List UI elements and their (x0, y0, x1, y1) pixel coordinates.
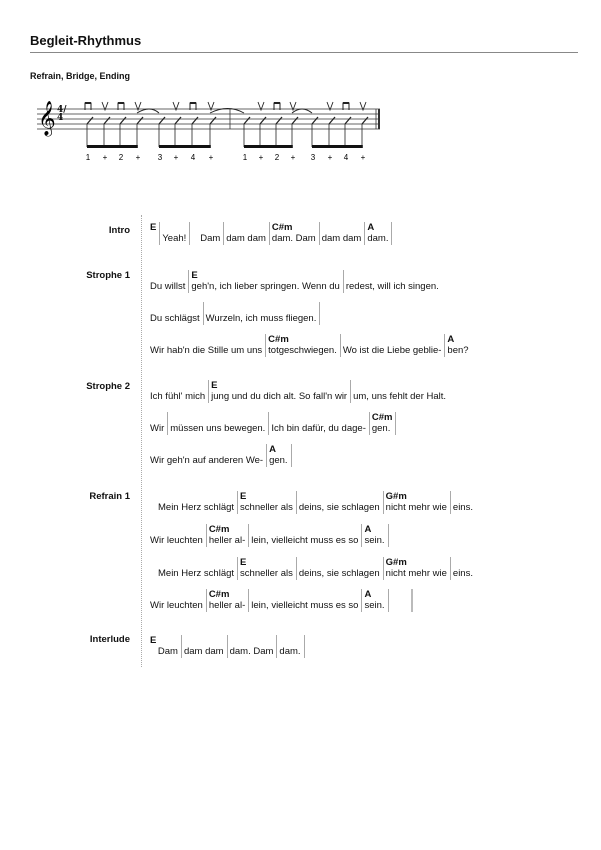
chord-symbol (389, 589, 411, 600)
measure-segment (150, 444, 266, 467)
lyric-text: nicht mehr wie (385, 568, 447, 579)
chord-symbol: C#m (208, 524, 230, 535)
chord-symbol (230, 635, 274, 646)
beat-count: + (327, 153, 333, 162)
lyric-text: Dam (150, 646, 178, 657)
chord-symbol: A (367, 222, 375, 233)
measure-segment (150, 412, 167, 435)
lyric-text: deins, sie schlagen (298, 502, 380, 513)
chord-symbol (353, 380, 446, 391)
slash-notehead (137, 117, 143, 124)
measure-segment (304, 635, 306, 658)
lyric-text: redest, will ich singen. (345, 281, 439, 292)
slash-notehead (104, 117, 110, 124)
lyric-text (413, 600, 414, 612)
lyric-text: jung und du dich alt. So fall'n wir (211, 391, 348, 402)
measure-segment (203, 302, 320, 325)
chord-symbol (150, 302, 200, 313)
beat-count: 4 (343, 153, 349, 162)
beam (87, 145, 138, 148)
beat-count: 3 (310, 153, 316, 162)
chord-symbol (251, 589, 358, 600)
chord-symbol (389, 524, 390, 535)
slash-notehead (260, 117, 266, 124)
slash-notehead (329, 117, 335, 124)
chord-symbol (192, 222, 220, 233)
rhythm-notation (0, 90, 601, 170)
beam (312, 145, 363, 148)
beat-count: 2 (274, 153, 280, 162)
chord-symbol (322, 222, 362, 233)
slash-notehead (175, 117, 181, 124)
chord-symbol: A (364, 524, 372, 535)
chord-symbol: A (269, 444, 276, 455)
chord-symbol: E (240, 491, 247, 502)
lyric-text (292, 455, 293, 467)
chord-symbol (150, 412, 164, 423)
measure-segment (340, 334, 445, 357)
beat-count: + (290, 153, 296, 162)
lyric-text: eins. (452, 502, 473, 513)
beat-count: 1 (85, 153, 91, 162)
lyric-text (320, 313, 321, 325)
measure-segment (395, 412, 397, 435)
section-divider (141, 215, 142, 667)
lyric-text: deins, sie schlagen (298, 568, 380, 579)
beat-count: 1 (242, 153, 248, 162)
measure-segment (206, 589, 248, 612)
measure-segment (227, 635, 277, 658)
measure-segment (265, 334, 340, 357)
lyric-line (150, 412, 397, 435)
measure-segment (388, 524, 390, 547)
lyric-text: dam. (279, 646, 301, 657)
lyric-text: nicht mehr wie (385, 502, 447, 513)
chord-symbol (346, 270, 439, 281)
lyric-text: Wir leuchten (150, 600, 203, 611)
measure-segment (188, 270, 342, 293)
measure-segment (206, 524, 248, 547)
measure-segment (208, 380, 350, 403)
measure-segment (450, 557, 476, 580)
lyric-text: geh'n, ich lieber springen. Wenn du (191, 281, 340, 292)
chord-symbol: E (191, 270, 198, 281)
chord-symbol (279, 635, 300, 646)
beat-count: + (258, 153, 264, 162)
tie (292, 109, 312, 113)
lyric-text (305, 646, 306, 658)
slash-notehead (312, 117, 318, 124)
chord-symbol (150, 444, 263, 455)
measure-segment (269, 222, 319, 245)
lyric-line (158, 557, 476, 580)
beat-count: + (208, 153, 214, 162)
chord-symbol: E (150, 635, 157, 646)
chord-symbol: A (364, 589, 372, 600)
chord-symbol (271, 412, 366, 423)
chord-symbol (150, 589, 203, 600)
lyric-text: lein, vielleicht muss es so (251, 535, 359, 546)
chord-symbol (206, 302, 317, 313)
lyric-text: gen. (371, 423, 391, 434)
beat-count: + (102, 153, 108, 162)
lyric-text: schneller als (240, 568, 293, 579)
chord-symbol (413, 589, 414, 600)
slash-notehead (292, 117, 298, 124)
measure-segment (450, 491, 476, 514)
chord-symbol (150, 270, 185, 281)
measure-segment (319, 302, 321, 325)
lyric-text: müssen uns bewegen. (170, 423, 266, 434)
lyric-text: dam. (367, 233, 389, 244)
measure-segment (237, 557, 296, 580)
section-label: Refrain 1 (89, 491, 130, 502)
slash-notehead (244, 117, 250, 124)
chord-symbol: E (150, 222, 157, 233)
measure-segment (276, 635, 303, 658)
lyric-text (389, 535, 390, 547)
chord-symbol: G#m (385, 491, 407, 502)
lyric-text: Wir geh'n auf anderen We- (150, 455, 264, 466)
chord-symbol: C#m (271, 222, 293, 233)
lyric-text: dam. Dam (229, 646, 274, 657)
lyric-line (150, 334, 472, 357)
chord-symbol (150, 380, 205, 391)
chord-symbol: E (211, 380, 218, 391)
chord-symbol: E (240, 557, 247, 568)
chord-symbol: C#m (371, 412, 393, 423)
chord-symbol (299, 491, 380, 502)
lyric-text: Yeah! (162, 233, 187, 244)
lyric-text: heller al- (208, 600, 246, 611)
lyric-text: dam dam (183, 646, 224, 657)
chord-symbol: C#m (268, 334, 289, 345)
chord-symbol (299, 557, 380, 568)
lyric-text: heller al- (208, 535, 246, 546)
beam (159, 145, 211, 148)
chord-symbol (162, 222, 186, 233)
title-divider (30, 52, 578, 53)
lyric-text: Wurzeln, ich muss fliegen. (205, 313, 317, 324)
lyric-text: Wir leuchten (150, 535, 203, 546)
lyric-text: eins. (452, 568, 473, 579)
measure-segment (266, 444, 291, 467)
lyric-text (150, 233, 156, 245)
chord-symbol (396, 412, 397, 423)
chord-symbol (305, 635, 306, 646)
measure-segment (444, 334, 471, 357)
lyric-line (150, 444, 293, 467)
measure-segment (361, 589, 387, 612)
chord-symbol (392, 222, 393, 233)
lyric-text (389, 600, 411, 612)
downstroke-icon (274, 102, 280, 104)
lyric-text: lein, vielleicht muss es so (251, 600, 359, 611)
section-label: Interlude (89, 634, 130, 645)
notation-subtitle: Refrain, Bridge, Ending (30, 71, 131, 81)
lyric-text (396, 423, 397, 435)
measure-segment (248, 589, 361, 612)
measure-segment (237, 491, 296, 514)
measure-segment (223, 222, 269, 245)
measure-segment (150, 270, 188, 293)
treble-clef-icon: 𝄞 (38, 101, 56, 136)
page-title: Begleit-Rhythmus (30, 33, 142, 48)
beat-count: + (173, 153, 179, 162)
chord-symbol (251, 524, 358, 535)
lyric-text: Du willst (150, 281, 186, 292)
measure-segment (150, 222, 159, 245)
lyric-text: Ich bin dafür, du dage- (271, 423, 366, 434)
lyric-text: Wir hab'n die Stille um uns (150, 345, 263, 356)
measure-segment (150, 302, 203, 325)
slash-notehead (159, 117, 165, 124)
lyric-text: dam. Dam (271, 233, 316, 244)
beat-count: 2 (118, 153, 124, 162)
measure-segment (391, 222, 393, 245)
measure-segment (150, 589, 206, 612)
measure-segment (291, 444, 293, 467)
lyric-text: dam dam (321, 233, 362, 244)
section-label: Intro (108, 225, 130, 236)
measure-segment (383, 491, 450, 514)
measure-segment (159, 222, 189, 245)
measure-segment (150, 524, 206, 547)
beat-count: 3 (157, 153, 163, 162)
measure-segment (167, 412, 268, 435)
lyric-text: sein. (364, 535, 385, 546)
chord-symbol: G#m (385, 557, 407, 568)
downstroke-icon (190, 102, 196, 104)
measure-segment (383, 557, 450, 580)
measure-segment (150, 334, 265, 357)
chord-symbol (150, 524, 203, 535)
downstroke-icon (85, 102, 91, 104)
lyric-line (158, 491, 476, 514)
slash-notehead (362, 117, 368, 124)
chord-symbol (453, 491, 473, 502)
chord-symbol (170, 412, 265, 423)
beat-count: 4 (190, 153, 196, 162)
beat-count: + (360, 153, 366, 162)
measure-segment (296, 491, 383, 514)
measure-segment (411, 589, 414, 612)
chord-symbol (184, 635, 224, 646)
slash-notehead (87, 117, 93, 124)
section-label: Strophe 2 (86, 381, 130, 392)
time-signature: 4/4 (57, 105, 67, 123)
lyric-text: Mein Herz schlägt (158, 568, 235, 579)
chord-symbol (158, 557, 234, 568)
lyric-text: gen. (269, 455, 288, 466)
chord-symbol (292, 444, 293, 455)
chord-symbol (320, 302, 321, 313)
tie (137, 109, 159, 113)
beat-count: + (135, 153, 141, 162)
lyric-line (150, 380, 449, 403)
downstroke-icon (343, 102, 349, 104)
measure-segment (248, 524, 361, 547)
lyric-line (150, 270, 442, 293)
beam (244, 145, 293, 148)
measure-segment (369, 412, 396, 435)
lyric-text: ben? (447, 345, 469, 356)
lyric-text: Ich fühl' mich (150, 391, 206, 402)
lyric-text: dam dam (226, 233, 266, 244)
lyric-line (150, 589, 414, 612)
measure-segment (296, 557, 383, 580)
measure-segment (158, 557, 237, 580)
lyric-text: Mein Herz schlägt (158, 502, 235, 513)
lyric-text: Wir (150, 423, 165, 434)
slash-notehead (276, 117, 282, 124)
lyric-text: Dam (192, 233, 221, 244)
chord-symbol (343, 334, 442, 345)
lyric-text: Wo ist die Liebe geblie- (342, 345, 442, 356)
measure-segment (181, 635, 227, 658)
section-label: Strophe 1 (86, 270, 130, 281)
slash-notehead (192, 117, 198, 124)
measure-segment (268, 412, 369, 435)
chord-symbol (158, 491, 234, 502)
downstroke-icon (118, 102, 124, 104)
measure-segment (150, 635, 181, 658)
lyric-text: Du schlägst (150, 313, 200, 324)
slash-notehead (345, 117, 351, 124)
measure-segment (158, 491, 237, 514)
measure-segment (189, 222, 223, 245)
lyric-line (150, 635, 306, 658)
measure-segment (350, 380, 449, 403)
lyric-line (150, 302, 321, 325)
measure-segment (361, 524, 387, 547)
lyric-text: sein. (364, 600, 385, 611)
slash-notehead (120, 117, 126, 124)
chord-symbol (150, 334, 262, 345)
measure-segment (388, 589, 411, 612)
slash-notehead (210, 117, 216, 124)
measure-segment (364, 222, 391, 245)
chord-symbol: C#m (208, 589, 230, 600)
lyric-line (150, 524, 390, 547)
lyric-text: um, uns fehlt der Halt. (353, 391, 447, 402)
measure-segment (150, 380, 208, 403)
measure-segment (343, 270, 442, 293)
measure-segment (319, 222, 365, 245)
lyric-line (150, 222, 393, 245)
lyric-text (392, 233, 393, 245)
lyric-text: schneller als (240, 502, 293, 513)
chord-symbol: A (447, 334, 455, 345)
lyric-text: totgeschwiegen. (268, 345, 337, 356)
chord-symbol (226, 222, 266, 233)
chord-symbol (453, 557, 473, 568)
